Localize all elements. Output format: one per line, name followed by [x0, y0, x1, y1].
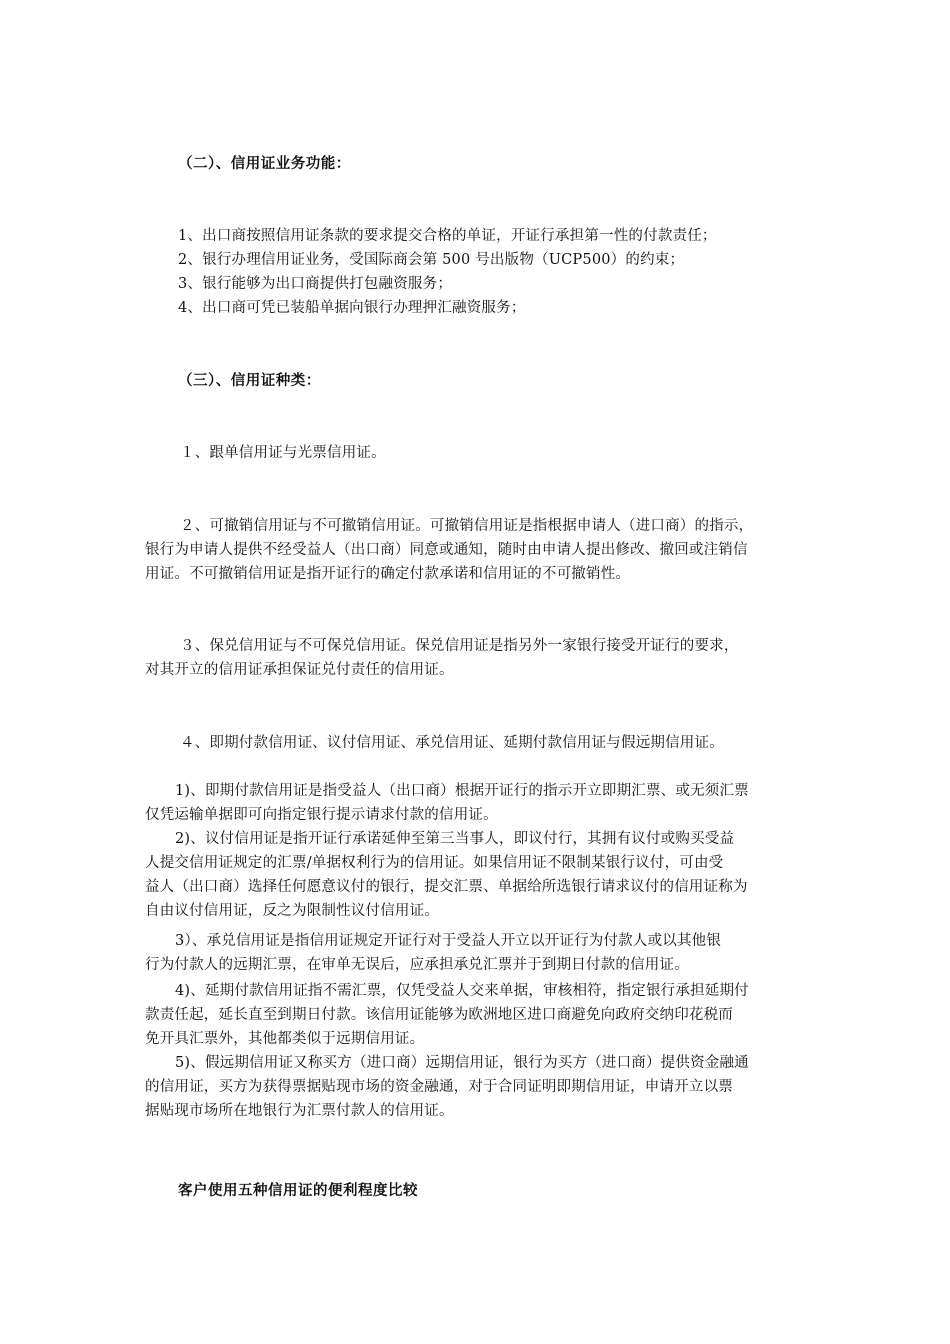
sub4-line-2: 款责任起，延长直至到期日付款。该信用证能够为欧洲地区进口商避免向政府交纳印花税而 — [145, 1007, 733, 1023]
sub3-line-2: 行为付款人的远期汇票，在审单无误后，应承担承兑汇票并于到期日付款的信用证。 — [145, 957, 689, 973]
sub2-line-2: 人提交信用证规定的汇票/单据权利行为的信用证。如果信用证不限制某银行议付，可由受 — [145, 855, 724, 871]
sub5-line-2: 的信用证，买方为获得票据贴现市场的资金融通，对于合同证明即期信用证，申请开立以票 — [145, 1079, 733, 1095]
type-2-line-2: 银行为申请人提供不经受益人（出口商）同意或通知，随时由申请人提出修改、撤回或注销信 — [145, 542, 748, 558]
sub4-line-1: 4)、延期付款信用证指不需汇票，仅凭受益人交来单据，审核相符，指定银行承担延期付 — [175, 983, 749, 999]
type-3-line-2: 对其开立的信用证承担保证兑付责任的信用证。 — [145, 662, 454, 678]
type-2-line-1: ２、可撤销信用证与不可撤销信用证。可撤销信用证是指根据申请人（进口商）的指示， — [180, 518, 754, 534]
section3-heading: （三）、信用证种类： — [178, 373, 321, 389]
sub5-line-3: 据贴现市场所在地银行为汇票付款人的信用证。 — [145, 1103, 454, 1119]
sub1-line-1: 1)、即期付款信用证是指受益人（出口商）根据开证行的指示开立即期汇票、或无须汇票 — [175, 783, 749, 799]
sub2-line-4: 自由议付信用证，反之为限制性议付信用证。 — [145, 903, 439, 919]
sub3-line-1: 3）、承兑信用证是指信用证规定开证行对于受益人开立以开证行为付款人或以其他银 — [175, 933, 722, 949]
function-item-2: 2、银行办理信用证业务，受国际商会第 500 号出版物（UCP500）的约束； — [178, 252, 685, 268]
function-item-1: 1、出口商按照信用证条款的要求提交合格的单证，开证行承担第一性的付款责任； — [178, 228, 717, 244]
type-4-text: ４、即期付款信用证、议付信用证、承兑信用证、延期付款信用证与假远期信用证。 — [180, 735, 724, 751]
sub5-line-1: 5)、假远期信用证又称买方（进口商）远期信用证，银行为买方（进口商）提供资金融通 — [175, 1055, 749, 1071]
function-item-4: 4、出口商可凭已装船单据向银行办理押汇融资服务； — [178, 300, 526, 316]
type-1-text: １、跟单信用证与光票信用证。 — [180, 445, 386, 461]
type-2-line-3: 用证。不可撤销信用证是指开证行的确定付款承诺和信用证的不可撤销性。 — [145, 566, 631, 582]
sub2-line-3: 益人（出口商）选择任何愿意议付的银行，提交汇票、单据给所选银行请求议付的信用证称为 — [145, 879, 748, 895]
section2-heading: （二）、信用证业务功能： — [178, 156, 351, 172]
type-3-line-1: ３、保兑信用证与不可保兑信用证。保兑信用证是指另外一家银行接受开证行的要求， — [180, 638, 739, 654]
comparison-heading: 客户使用五种信用证的便利程度比较 — [178, 1183, 418, 1199]
sub1-line-2: 仅凭运输单据即可向指定银行提示请求付款的信用证。 — [145, 807, 498, 823]
function-item-3: 3、银行能够为出口商提供打包融资服务； — [178, 276, 453, 292]
sub4-line-3: 免开具汇票外，其他都类似于远期信用证。 — [145, 1031, 425, 1047]
sub2-line-1: 2)、议付信用证是指开证行承诺延伸至第三当事人，即议付行，其拥有议付或购买受益 — [175, 831, 735, 847]
